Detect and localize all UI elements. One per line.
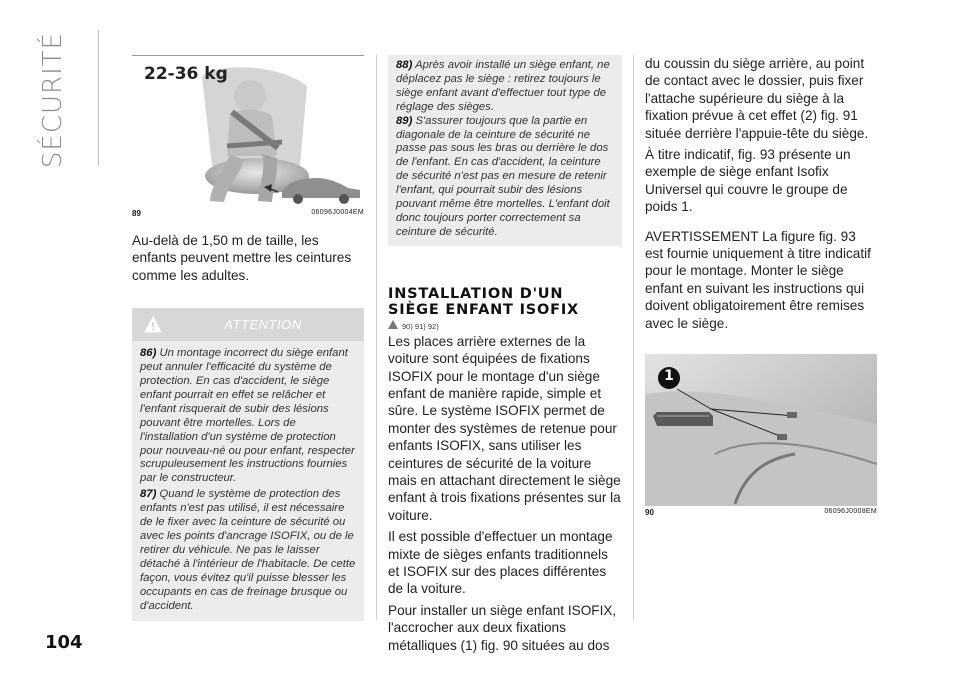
- figure-code: 06096J0008EM: [824, 508, 877, 516]
- warning-box: [132, 308, 364, 621]
- figure-number: 89: [132, 209, 141, 218]
- paragraph: Il est possible d'effectuer un montage mixte de sièges enfants traditionnels et ISOFIX sur des places différentes de la voiture.: [388, 529, 613, 597]
- warning-item: 87) Quand le système de protection des enfants n'est pas utilisé, il est nécessaire de le fixer avec la ceinture de sécurité ou avec les points d'ancrage ISOFIX, ou de le retirer du véhicule. Ne pas le laisser détaché à l'intérieur de l'habitacle. De cette façon, vous évitez qu'il puisse blesser les occupants en cas de freinage brusque ou d'accident.: [140, 488, 356, 612]
- page-number: 104: [45, 632, 83, 653]
- column-3: [645, 55, 877, 517]
- figure-89: [132, 55, 364, 207]
- warning-header: [132, 308, 364, 341]
- column-divider: [376, 55, 377, 620]
- column-2: [388, 55, 622, 654]
- figure-90-caption: [645, 508, 877, 517]
- section-divider: [98, 30, 99, 165]
- weight-badge: 22-36 kg: [144, 64, 228, 84]
- figure-code: 06096J0004EM: [311, 209, 364, 216]
- paragraph: À titre indicatif, fig. 93 présente un exemple de siège enfant Isofix Universel qui couvre le groupe de poids 1.: [645, 147, 851, 215]
- paragraph: Au-delà de 1,50 m de taille, les enfants peuvent mettre les ceintures comme les adultes.: [132, 233, 352, 283]
- paragraph: Pour installer un siège enfant ISOFIX, l'accrocher aux deux fixations métalliques (1) fig. 90 situées au dos: [388, 602, 617, 653]
- figure-90: [645, 354, 877, 506]
- warning-body: [132, 341, 364, 621]
- figure-89-caption: [132, 209, 364, 218]
- warning-references: 90) 91) 92): [402, 322, 622, 331]
- note-item: 89) S'assurer toujours que la partie en diagonale de la ceinture de sécurité ne passe pas sous les bras ou derrière le dos de l'enfant. En cas d'accident, la ceinture de sécurité n'est pas en mesure de retenir l'enfant, qui pourrait subir des lésions pouvant même être mortelles. L'enfant doit donc toujours porter correctement sa ceinture de sécurité.: [396, 114, 610, 238]
- column-1: [132, 55, 364, 621]
- paragraph: AVERTISSEMENT La figure fig. 93 est fournie uniquement à titre indicatif pour le montage. Monter le siège enfant en suivant les instructions qui doivent obligatoirement être remises avec le siège.: [645, 228, 871, 331]
- figure-number: 90: [645, 508, 654, 518]
- paragraph: Les places arrière externes de la voiture sont équipées de fixations ISOFIX pour le montage d'un siège enfant de manière rapide, simple et sûre. Le système ISOFIX permet de monter des systèmes de retenue pour enfants ISOFIX, sans utiliser les ceintures de sécurité de la voiture mais en attachant directement le siège enfant à trois fixations présentes sur la voiture.: [388, 333, 621, 523]
- section-title: SÉCURITÉ: [38, 31, 69, 169]
- warning-triangle-icon: [144, 316, 162, 334]
- callout-label: 1: [664, 368, 674, 385]
- warning-label: ATTENTION: [224, 317, 302, 333]
- column-divider: [633, 55, 634, 620]
- note-item: 88) Après avoir installé un siège enfant, ne déplacez pas le siège : retirez toujours le siège enfant avant d'effectuer tout type de réglage des sièges.: [396, 59, 610, 113]
- notes-box: [388, 55, 622, 246]
- paragraph: du coussin du siège arrière, au point de contact avec le dossier, puis fixer l'attache supérieure du siège à la fixation prévue à cet effet (2) fig. 91 située derrière l'appuie-tête du siège.: [645, 56, 869, 141]
- section-heading: INSTALLATION D'UN SIÈGE ENFANT ISOFIX: [388, 285, 580, 318]
- warning-item: 86) Un montage incorrect du siège enfant peut annuler l'efficacité du système de protection. En cas d'accident, le siège enfant pourrait en effet se relâcher et l'enfant risquerait de subir des lésions pouvant être mortelles. Lors de l'installation d'un système de protection pour nouveau-né ou pour enfant, respecter scrupuleusement les instructions fournies par le constructeur.: [140, 347, 355, 485]
